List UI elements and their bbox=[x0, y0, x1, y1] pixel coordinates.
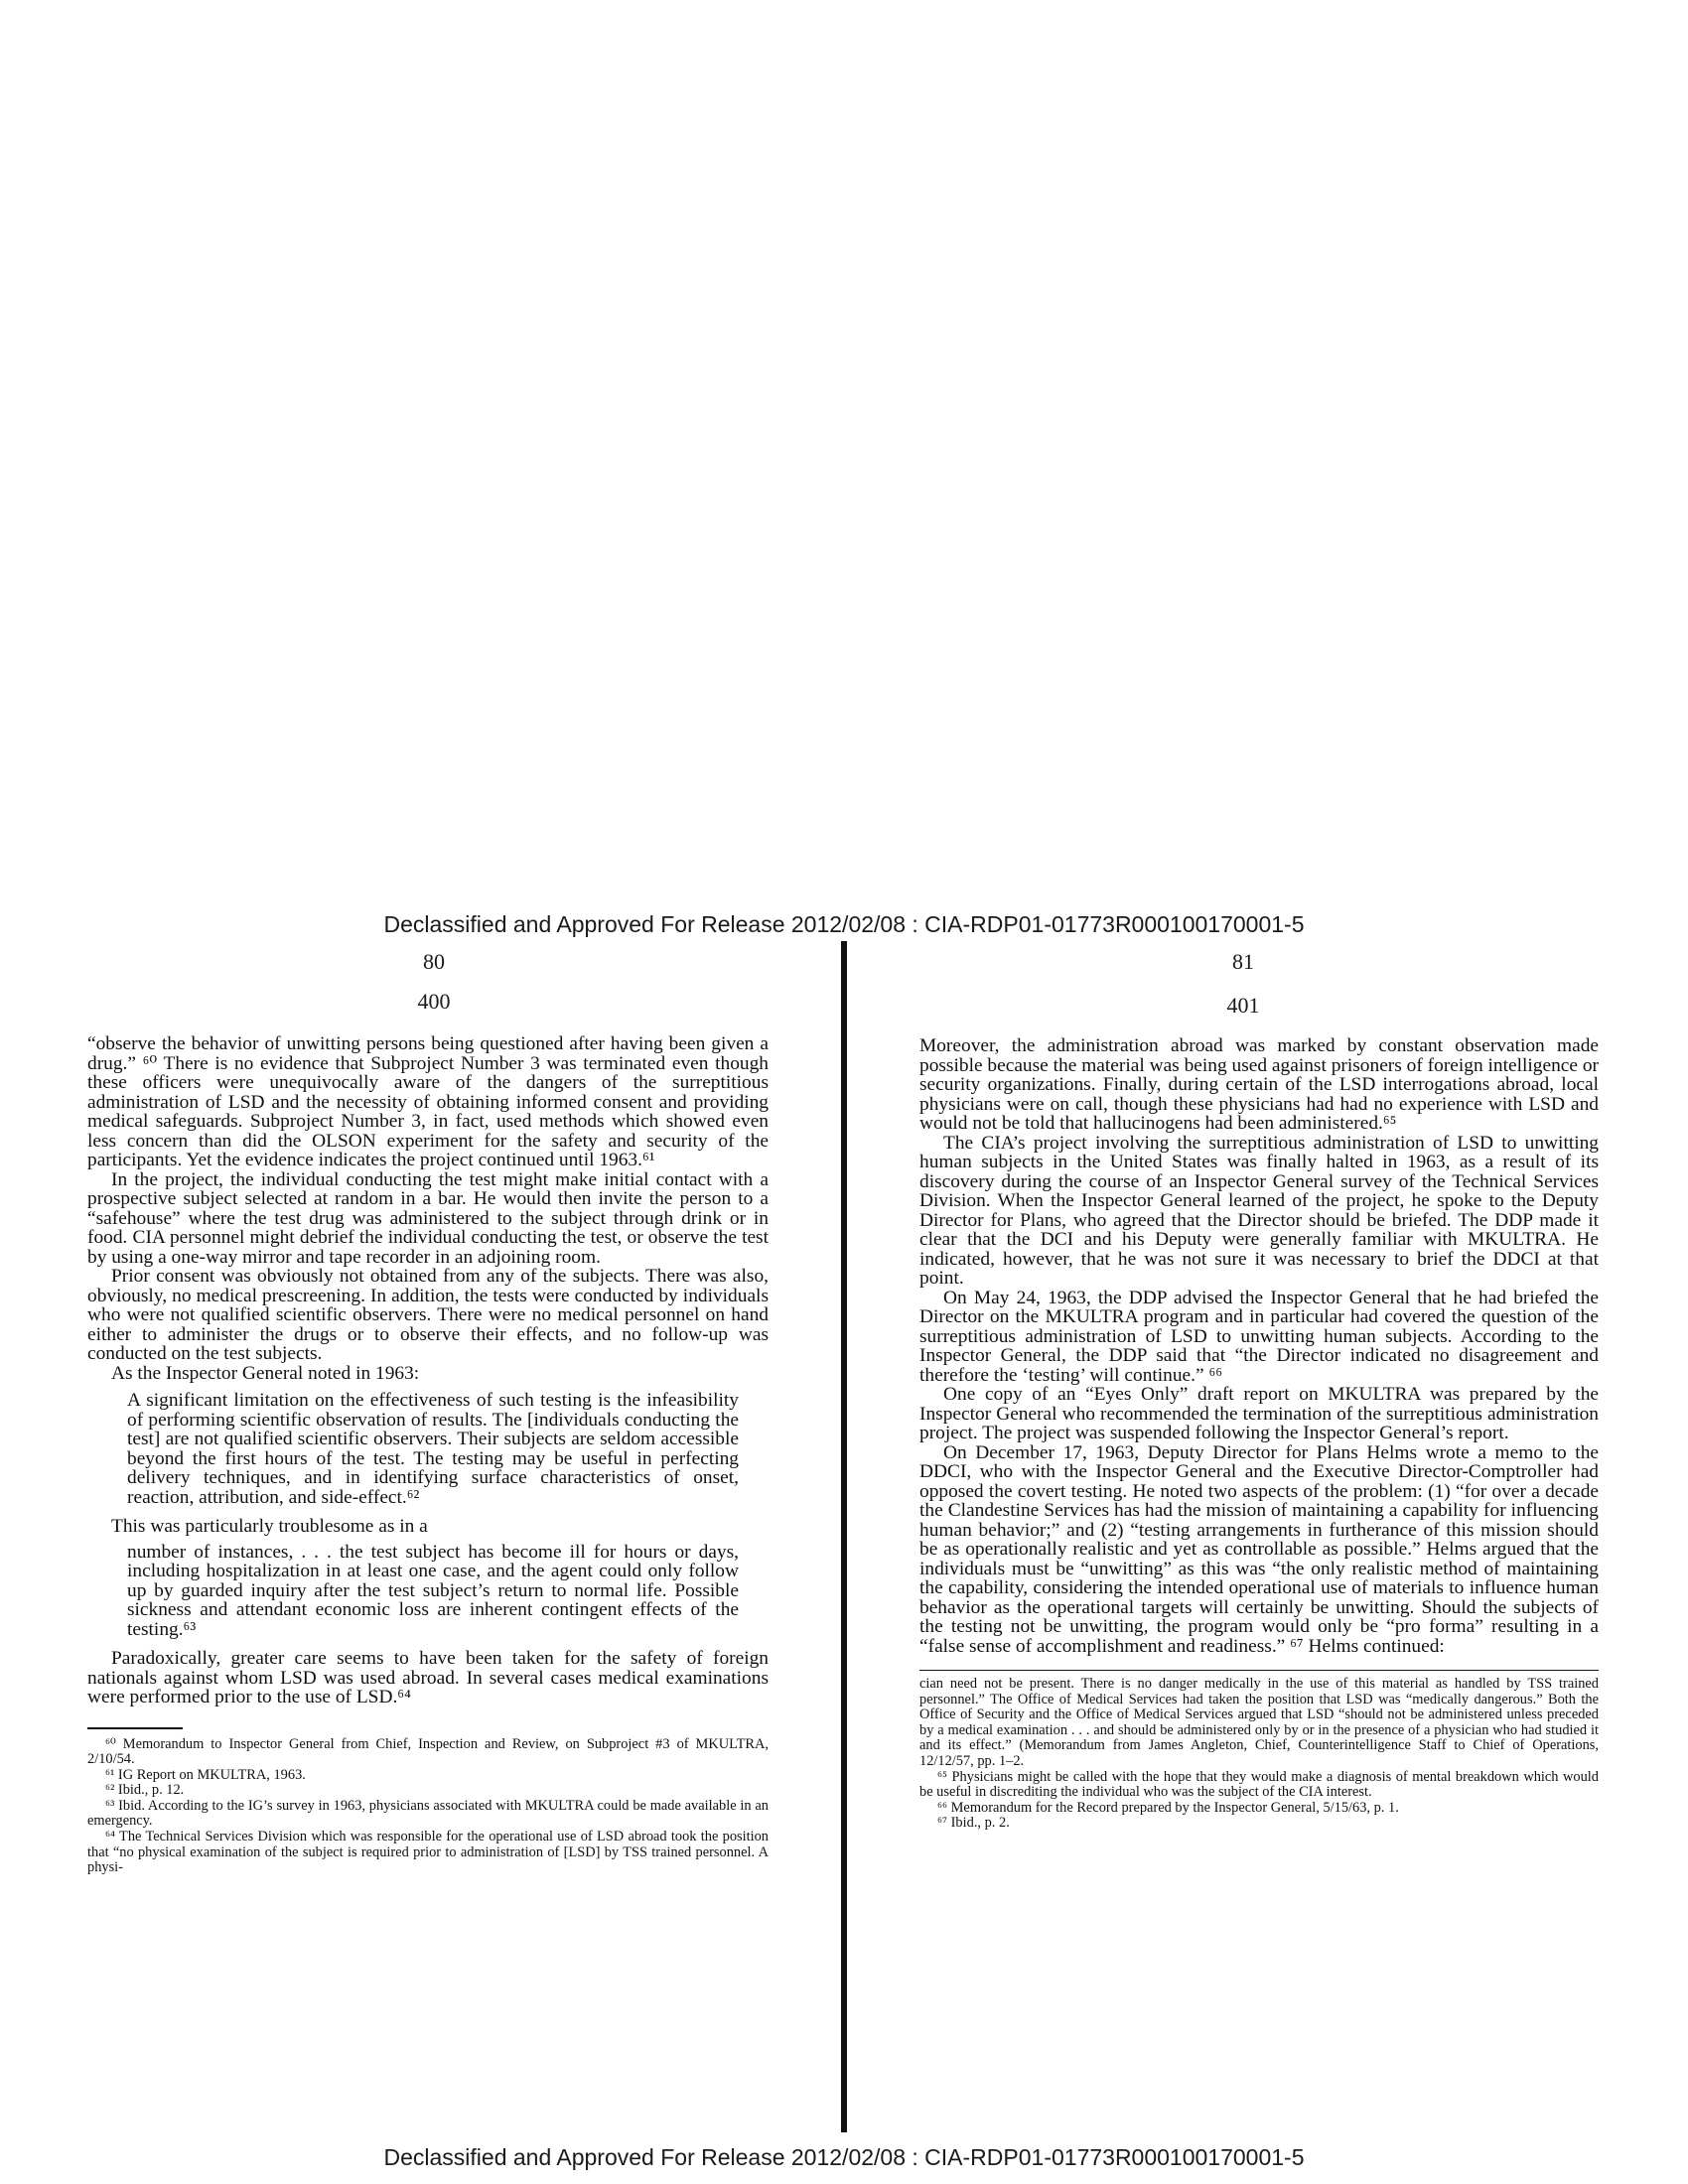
left-page-original-number: 400 bbox=[417, 989, 451, 1014]
body-paragraph: On December 17, 1963, Deputy Director for Plans Helms wrote a memo to the DDCI, who with the Inspector General and the Executive Director-Comptroller had opposed the covert testing. He noted two aspects of the problem: (1) “for over a decade the Clandestine Services has had the mission of maintaining a capability for influencing human behavior;” and (2) “testing arrangements in furtherance of this mission should be as operationally realistic and yet as controllable as possible.” Helms argued that the individuals must be “unwitting” as this was “the only realistic method of maintaining the capability, considering the intended operational use of materials to influence human behavior as the operational targets will certainly be unwitting. Should the subjects of the testing not be unwitting, the program would only be “pro forma” resulting in a “false sense of accomplishment and readiness.” ⁶⁷ Helms continued: bbox=[919, 1441, 1599, 1657]
right-page-number: 81 bbox=[1232, 949, 1254, 974]
right-column bbox=[919, 1036, 1599, 1832]
footnote: ⁶¹ IG Report on MKULTRA, 1963. bbox=[105, 1766, 306, 1783]
body-paragraph: One copy of an “Eyes Only” draft report on MKULTRA was prepared by the Inspector General who recommended the termination of the surreptitious administration project. The project was suspended following the Inspector General’s report. bbox=[919, 1384, 1599, 1443]
right-page-original-number: 401 bbox=[1226, 993, 1260, 1018]
footnote: ⁶⁵ Physicians might be called with the hope that they would make a diagnosis of mental breakdown which would be useful in discrediting the individual who was the subject of the CIA interest. bbox=[919, 1768, 1599, 1801]
body-paragraph: The CIA’s project involving the surreptitious administration of LSD to unwitting human subjects in the United States was finally halted in 1963, as a result of its discovery during the course of an Inspector General survey of the Technical Services Division. When the Inspector General learned of the project, he spoke to the Deputy Director for Plans, who agreed that the Director should be briefed. The DDP made it clear that the DCI and his Deputy were generally familiar with MKULTRA. He indicated, however, that he was not sure it was necessary to brief the DDCI at that point. bbox=[919, 1132, 1599, 1289]
declassification-stamp-bottom: Declassified and Approved For Release 2012/02/08 : CIA-RDP01-01773R000100170001-5 bbox=[383, 2144, 1305, 2170]
footnote: ⁶⁷ Ibid., p. 2. bbox=[937, 1815, 1010, 1832]
body-paragraph: In the project, the individual conducting the test might make initial contact with a prospective subject selected at random in a bar. He would then invite the person to a “safehouse” where the test drug was administered to the subject through drink or in food. CIA personnel might debrief the individual conducting the test, or observe the test by using a one-way mirror and tape recorder in an adjoining room. bbox=[87, 1168, 769, 1268]
body-paragraph: “observe the behavior of unwitting persons being questioned after having been given a drug.” ⁶⁰ There is no evidence that Subproject Number 3 was terminated even though these officers were unequivocally aware of the dangers of the surreptitious administration of LSD and the necessity of obtaining informed consent and providing medical safeguards. Subproject Number 3, in fact, used methods which showed even less concern than did the OLSON experiment for the safety and security of the participants. Yet the evidence indicates the project continued until 1963.⁶¹ bbox=[87, 1033, 769, 1170]
footnote: ⁶⁰ Memorandum to Inspector General from Chief, Inspection and Review, on Subproject #3 of MKULTRA, 2/10/54. bbox=[87, 1735, 769, 1768]
block-quote: number of instances, . . . the test subject has become ill for hours or days, including hospitalization in at least one case, and the agent could only follow up by guarded inquiry after the test subject’s return to normal life. Possible sickness and attendant economic loss are inherent contingent effects of the testing.⁶³ bbox=[127, 1541, 739, 1640]
left-column bbox=[87, 1034, 769, 1876]
body-paragraph: As the Inspector General noted in 1963: bbox=[111, 1362, 420, 1384]
body-paragraph: On May 24, 1963, the DDP advised the Inspector General that he had briefed the Director on the MKULTRA program and in particular had covered the question of the surreptitious administration of LSD to unwitting human subjects. According to the Inspector General, the DDP said that “the Director indicated no disagreement and therefore the ‘testing’ will continue.” ⁶⁶ bbox=[919, 1287, 1599, 1386]
footnote: ⁶³ Ibid. According to the IG’s survey in 1963, physicians associated with MKULTRA could be made available in an emergency. bbox=[87, 1797, 769, 1830]
footnote-rule bbox=[919, 1670, 1599, 1671]
body-paragraph: Prior consent was obviously not obtained from any of the subjects. There was also, obviously, no medical prescreening. In addition, the tests were conducted by individuals who were not qualified scientific observers. There were no medical personnel on hand either to administer the drugs or to observe their effects, and no follow-up was conducted on the test subjects. bbox=[87, 1266, 769, 1364]
declassification-stamp-top: Declassified and Approved For Release 2012/02/08 : CIA-RDP01-01773R000100170001-5 bbox=[383, 911, 1305, 937]
body-paragraph: Moreover, the administration abroad was marked by constant observation made possible because the material was being used against prisoners of foreign intelligence or security organizations. Finally, during certain of the LSD interrogations abroad, local physicians were on call, though these physicians had had no experience with LSD and would not be told that hallucinogens had been administered.⁶⁵ bbox=[919, 1035, 1599, 1134]
footnote-rule bbox=[87, 1727, 183, 1729]
column-divider bbox=[841, 941, 847, 2132]
left-page-number: 80 bbox=[423, 949, 445, 974]
bridge-sentence: This was particularly troublesome as in a bbox=[111, 1516, 428, 1537]
footnote: ⁶⁴ The Technical Services Division which was responsible for the operational use of LSD abroad took the position that “no physical examination of the subject is required prior to administration of [LSD] by TSS trained personnel. A physi- bbox=[87, 1829, 769, 1876]
footnote: ⁶⁶ Memorandum for the Record prepared by the Inspector General, 5/15/63, p. 1. bbox=[937, 1799, 1399, 1816]
block-quote: A significant limitation on the effectiveness of such testing is the infeasibility of performing scientific observation of results. The [individuals conducting the test] are not qualified scientific observers. Their subjects are seldom accessible beyond the first hours of the test. The testing may be useful in perfecting delivery techniques, and in identifying surface characteristics of onset, reaction, attribution, and side-effect.⁶² bbox=[127, 1390, 739, 1508]
footnote-continuation: cian need not be present. There is no danger medically in the use of this material as handled by TSS trained personnel.” The Office of Medical Services had taken the position that LSD was “medically dangerous.” Both the Office of Security and the Office of Medical Services argued that LSD “should not be administered unless preceded by a medical examination . . . and should be administered only by or in the presence of a physician who had studied it and its effect.” (Memorandum from James Angleton, Chief, Counterintelligence Staff to Chief of Operations, 12/12/57, pp. 1–2. bbox=[919, 1676, 1599, 1769]
body-paragraph: Paradoxically, greater care seems to have been taken for the safety of foreign nationals against whom LSD was used abroad. In several cases medical examinations were performed prior to the use of LSD.⁶⁴ bbox=[87, 1648, 769, 1707]
footnote: ⁶² Ibid., p. 12. bbox=[105, 1782, 185, 1799]
